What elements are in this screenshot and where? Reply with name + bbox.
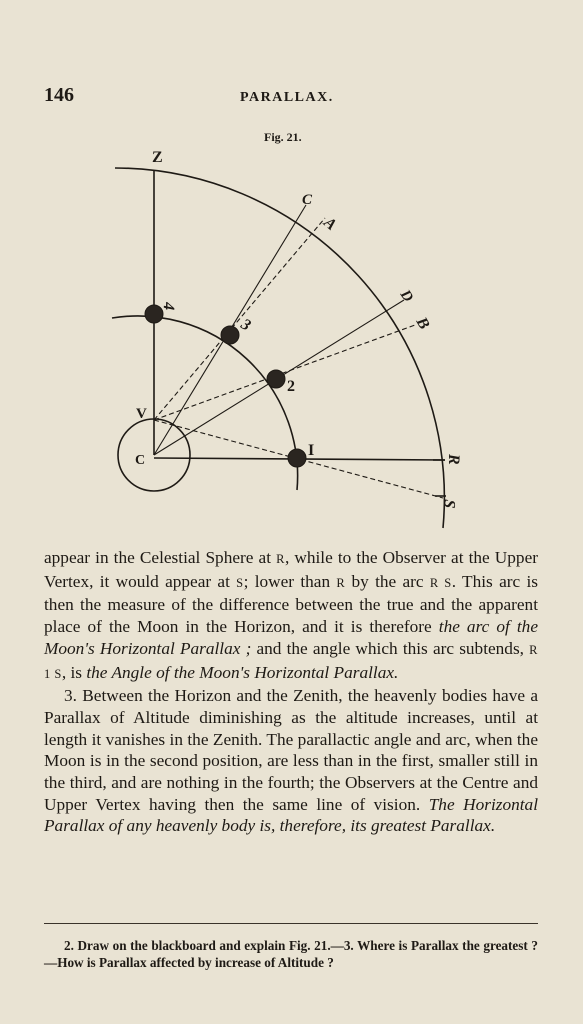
label-position-1: I: [308, 442, 315, 459]
label-position-3: 3: [238, 315, 254, 335]
paragraph-continued: appear in the Celestial Sphere at R, while to the Observer at the Upper Vertex, it would appear at S; lower than R by the arc R S. This arc is then the measure of the difference between the true and the apparent place of the Moon in the Horizon, and it is therefore the arc of the Moon's Horizontal Parallax ; and the angle which this arc subtends, R 1 S, is the Angle of the Moon's Horizontal Parallax.: [44, 548, 538, 682]
moon-position-3: [221, 326, 239, 344]
footnote-rule: [44, 923, 538, 924]
dashed-vertex-to-A: [154, 218, 325, 420]
figure-caption: Fig. 21.: [264, 130, 302, 144]
label-position-2: 2: [287, 378, 295, 395]
label-B: B: [412, 314, 433, 333]
moon-position-1: [288, 449, 306, 467]
celestial-arc: [115, 168, 444, 528]
label-C-top: C: [302, 192, 313, 208]
footnote: [44, 937, 538, 971]
footnote-text: 2. Draw on the blackboard and explain Fig. 21.—3. Where is Parallax the greatest ?—How is Parallax affected by increase of Altitude ?: [44, 938, 538, 970]
paragraph-3: 3. Between the Horizon and the Zenith, the heavenly bodies have a Parallax of Altitude diminishing as the altitude increases, until at length it vanishes in the Zenith. The parallactic angle and arc, when the Moon is in the second position, are less than in the first, smaller still in the third, and are nothing in the fourth; the Observers at the Centre and Upper Vertex having then the same line of vision. The Horizontal Parallax of any heavenly body is, therefore, its greatest Parallax.: [44, 686, 538, 836]
label-A: A: [320, 214, 340, 234]
moon-position-2: [267, 370, 285, 388]
label-C-center: C: [135, 453, 146, 468]
body-text: [44, 547, 538, 837]
page-number: 146: [44, 84, 74, 106]
label-R: R: [445, 454, 462, 465]
label-Z: Z: [152, 149, 163, 166]
label-position-4: 4: [159, 301, 177, 311]
label-V: V: [136, 406, 147, 422]
label-S: S: [440, 498, 458, 510]
running-head: PARALLAX.: [240, 90, 334, 105]
dashed-vertex-to-B: [154, 325, 415, 420]
label-D: D: [396, 287, 417, 306]
